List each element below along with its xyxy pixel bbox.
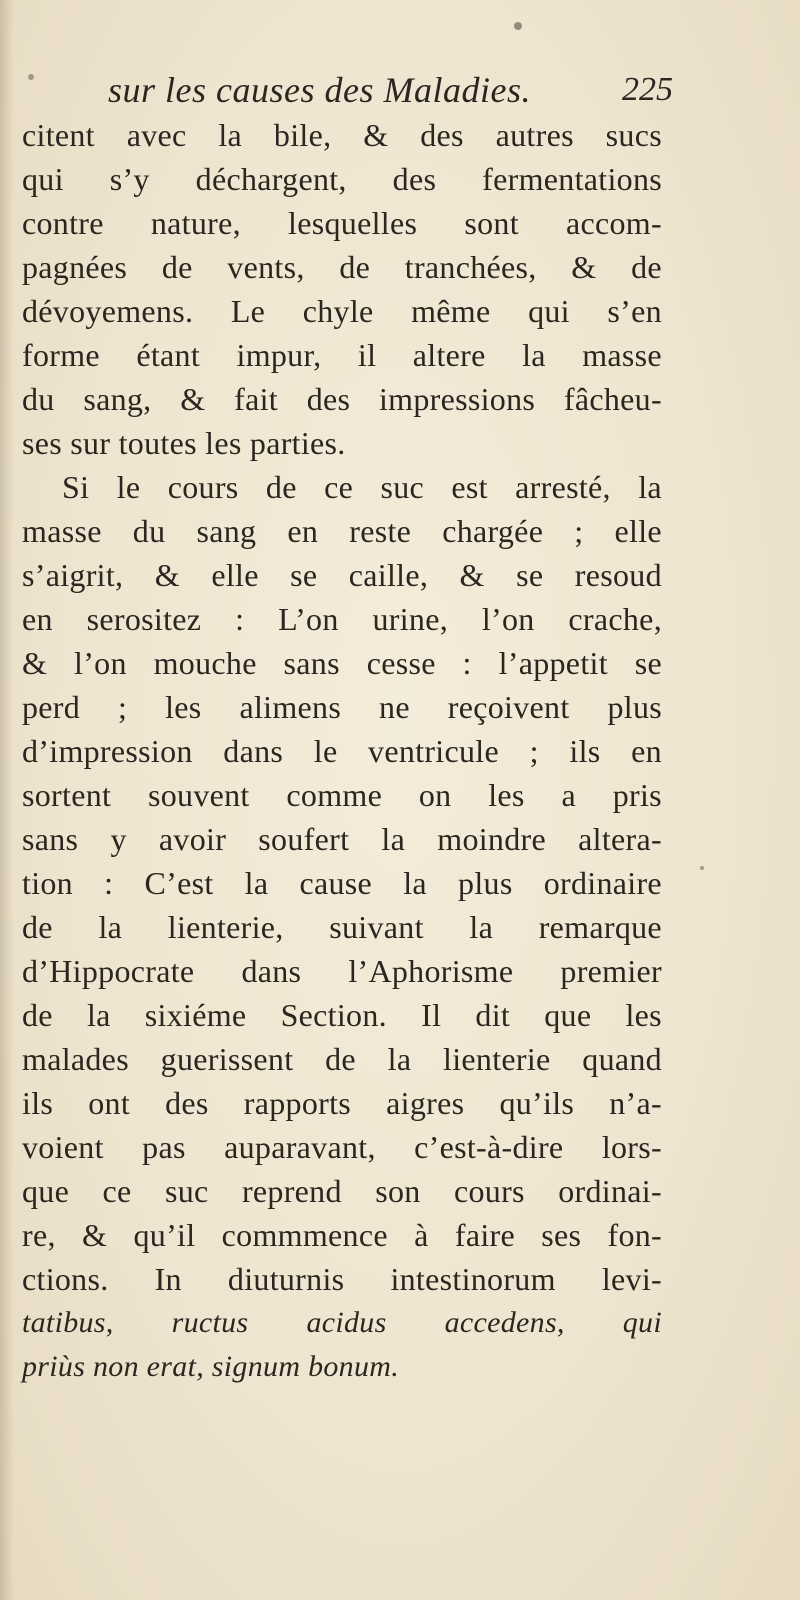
word: la — [638, 469, 662, 505]
text-line — [22, 377, 662, 421]
word: qui — [22, 161, 64, 197]
word: acidus — [306, 1306, 387, 1339]
word: remarque — [538, 909, 662, 945]
word: guerissent — [160, 1041, 294, 1077]
word: nature, — [150, 205, 241, 241]
text-line — [22, 993, 662, 1037]
word: avec — [126, 117, 187, 153]
word: & — [363, 117, 389, 153]
word: sortent — [22, 777, 112, 813]
word: s’aigrit, — [22, 557, 124, 593]
word: reste — [349, 513, 412, 549]
word: d’Hippocrate — [22, 953, 195, 989]
word: se — [516, 557, 544, 593]
word: plus — [607, 689, 662, 725]
word: premier — [560, 953, 662, 989]
word: sixiéme — [144, 997, 247, 1033]
word: : — [462, 645, 472, 681]
word: alimens — [239, 689, 342, 725]
text-line — [22, 1081, 662, 1125]
word: fâcheu- — [563, 381, 662, 417]
text-line — [22, 113, 662, 157]
word: aigres — [386, 1085, 465, 1121]
text-line — [22, 685, 662, 729]
word: suc — [380, 469, 424, 505]
text-line — [22, 333, 662, 377]
word: d’impression — [22, 733, 193, 769]
word: de — [339, 249, 371, 285]
word: fermentations — [482, 161, 662, 197]
word: Il — [421, 997, 442, 1033]
word: la — [522, 337, 546, 373]
word: & — [459, 557, 485, 593]
word: se — [634, 645, 662, 681]
word: crache, — [568, 601, 662, 637]
word: sont — [464, 205, 519, 241]
word: le — [116, 469, 141, 505]
text-line — [22, 949, 662, 993]
word: ; — [529, 733, 539, 769]
word: suc — [164, 1173, 209, 1209]
word: des — [306, 381, 351, 417]
word: pas — [142, 1129, 186, 1165]
word: cours — [453, 1173, 525, 1209]
word: la — [218, 117, 243, 153]
word: & — [82, 1217, 108, 1253]
word: accom- — [566, 205, 662, 241]
word: déchargent, — [195, 161, 347, 197]
word: reçoivent — [447, 689, 570, 725]
word: le — [313, 733, 338, 769]
word: : — [104, 865, 114, 901]
word: la — [86, 997, 111, 1033]
word: pris — [612, 777, 662, 813]
word: y — [110, 821, 127, 857]
text-line — [22, 1257, 662, 1301]
word: diuturnis — [227, 1261, 345, 1297]
word: accedens, — [444, 1306, 565, 1339]
word: commmence — [221, 1217, 388, 1253]
word: elle — [614, 513, 662, 549]
text-line — [22, 1037, 662, 1081]
word: ne — [379, 689, 410, 725]
word: auparavant, — [224, 1129, 376, 1165]
page-gutter-shadow — [0, 0, 14, 1600]
word: mouche — [153, 645, 257, 681]
word: en — [287, 513, 319, 549]
word: cours — [167, 469, 239, 505]
word: chyle — [302, 293, 374, 329]
word: ructus — [171, 1306, 249, 1339]
text-line — [22, 465, 662, 509]
text-line: ses sur toutes les parties. — [22, 425, 346, 461]
word: on — [418, 777, 452, 813]
word: l’on — [481, 601, 535, 637]
word: les — [165, 689, 202, 725]
word: & — [571, 249, 597, 285]
word: elle — [211, 557, 259, 593]
text-line — [22, 157, 662, 201]
word: fait — [234, 381, 278, 417]
word: avoir — [158, 821, 227, 857]
word: son — [375, 1173, 421, 1209]
word: la — [469, 909, 494, 945]
word: ctions. — [22, 1261, 109, 1297]
word: que — [544, 997, 592, 1033]
word: souvent — [147, 777, 250, 813]
word: à — [414, 1217, 429, 1253]
word: caille, — [348, 557, 429, 593]
word: sang, — [83, 381, 152, 417]
word: qui — [622, 1306, 662, 1339]
word: arresté, — [515, 469, 611, 505]
word: a — [561, 777, 576, 813]
text-line — [22, 1125, 662, 1169]
word: rapports — [243, 1085, 352, 1121]
text-line — [22, 289, 662, 333]
word: sans — [22, 821, 79, 857]
word: de — [325, 1041, 356, 1077]
text-line — [22, 817, 662, 861]
running-head: sur les causes des Maladies. — [108, 70, 531, 110]
word: en — [631, 733, 662, 769]
word: qu’ils — [499, 1085, 575, 1121]
word: pagnées — [22, 249, 128, 285]
word: tatibus, — [22, 1306, 114, 1339]
word: fon- — [607, 1217, 662, 1253]
ink-spot — [700, 866, 704, 870]
word: la — [244, 865, 269, 901]
word: intestinorum — [390, 1261, 556, 1297]
word: des — [165, 1085, 209, 1121]
text-line — [22, 773, 662, 817]
word: de — [22, 909, 53, 945]
word: resoud — [574, 557, 662, 593]
word: impressions — [378, 381, 536, 417]
word: Si — [62, 469, 90, 505]
word: & — [180, 381, 206, 417]
word: sucs — [605, 117, 662, 153]
word: lienterie, — [167, 909, 284, 945]
text-line — [22, 1169, 662, 1213]
word: lors- — [601, 1129, 662, 1165]
body-text — [22, 113, 662, 1389]
word: urine, — [372, 601, 449, 637]
word: soufert — [258, 821, 350, 857]
word: comme — [286, 777, 383, 813]
word: est — [451, 469, 488, 505]
word: l’on — [74, 645, 127, 681]
word: dévoyemens. — [22, 293, 194, 329]
text-line — [22, 641, 662, 685]
word: malades — [22, 1041, 129, 1077]
word: re, — [22, 1217, 56, 1253]
word: ils — [22, 1085, 54, 1121]
word: de — [22, 997, 53, 1033]
word: dans — [223, 733, 284, 769]
text-line — [22, 905, 662, 949]
word: la — [381, 821, 406, 857]
ink-spot — [28, 74, 34, 80]
ink-spot — [514, 22, 522, 30]
word: impur, — [236, 337, 322, 373]
word: qui — [528, 293, 570, 329]
word: & — [22, 645, 48, 681]
text-line-latin — [22, 1301, 662, 1345]
word: la — [387, 1041, 412, 1077]
word: L’on — [278, 601, 339, 637]
word: étant — [136, 337, 201, 373]
word: tranchées, — [404, 249, 537, 285]
word: faire — [454, 1217, 515, 1253]
word: la — [98, 909, 123, 945]
word: voient — [22, 1129, 104, 1165]
word: Section. — [280, 997, 387, 1033]
page-number: 225 — [622, 71, 673, 108]
word: il — [357, 337, 377, 373]
word: des — [420, 117, 464, 153]
word: ordinai- — [558, 1173, 662, 1209]
text-line — [22, 245, 662, 289]
text-line — [22, 201, 662, 245]
word: des — [392, 161, 437, 197]
text-line — [22, 553, 662, 597]
word: plus — [458, 865, 513, 901]
word: cesse — [366, 645, 436, 681]
word: s’en — [607, 293, 662, 329]
word: du — [22, 381, 55, 417]
word: lienterie — [443, 1041, 551, 1077]
word: sans — [283, 645, 340, 681]
word: chargée — [442, 513, 544, 549]
word: ordinaire — [543, 865, 662, 901]
word: altera- — [578, 821, 662, 857]
word: du — [132, 513, 166, 549]
word: moindre — [437, 821, 546, 857]
word: dans — [241, 953, 302, 989]
word: que — [22, 1173, 70, 1209]
word: vents, — [227, 249, 305, 285]
word: ; — [117, 689, 128, 725]
word: levi- — [601, 1261, 662, 1297]
word: reprend — [241, 1173, 342, 1209]
word: ils — [569, 733, 601, 769]
word: ventricule — [368, 733, 499, 769]
word: ses — [541, 1217, 582, 1253]
word: en — [22, 601, 53, 637]
word: même — [411, 293, 491, 329]
word: ce — [324, 469, 354, 505]
word: quand — [582, 1041, 662, 1077]
word: C’est — [144, 865, 214, 901]
word: autres — [495, 117, 574, 153]
word: altere — [412, 337, 486, 373]
word: sang — [196, 513, 257, 549]
word: forme — [22, 337, 100, 373]
text-line — [22, 509, 662, 553]
word: masse — [582, 337, 662, 373]
word: contre — [22, 205, 104, 241]
text-line — [22, 1213, 662, 1257]
text-line — [22, 729, 662, 773]
word: l’Aphorisme — [348, 953, 514, 989]
word: : — [235, 601, 245, 637]
word: de — [631, 249, 662, 285]
word: perd — [22, 689, 81, 725]
word: tion — [22, 865, 73, 901]
word: se — [290, 557, 318, 593]
word: de — [265, 469, 297, 505]
word: & — [154, 557, 180, 593]
word: cause — [299, 865, 373, 901]
word: citent — [22, 117, 95, 153]
word: bile, — [273, 117, 332, 153]
page-header — [0, 68, 800, 112]
word: dit — [475, 997, 511, 1033]
word: ont — [88, 1085, 131, 1121]
word: In — [154, 1261, 182, 1297]
word: les — [488, 777, 525, 813]
word: n’a- — [609, 1085, 662, 1121]
word: c’est-à-dire — [414, 1129, 564, 1165]
word: lesquelles — [288, 205, 418, 241]
word: masse — [22, 513, 102, 549]
word: qu’il — [133, 1217, 196, 1253]
word: serositez — [86, 601, 202, 637]
word: de — [161, 249, 193, 285]
text-line-latin: priùs non erat, signum bonum. — [22, 1350, 400, 1383]
word: la — [403, 865, 427, 901]
text-line — [22, 597, 662, 641]
word: l’appetit — [498, 645, 608, 681]
word: les — [625, 997, 662, 1033]
word: Le — [230, 293, 266, 329]
word: s’y — [109, 161, 150, 197]
word: suivant — [329, 909, 424, 945]
text-line — [22, 861, 662, 905]
word: ; — [574, 513, 584, 549]
word: ce — [102, 1173, 132, 1209]
